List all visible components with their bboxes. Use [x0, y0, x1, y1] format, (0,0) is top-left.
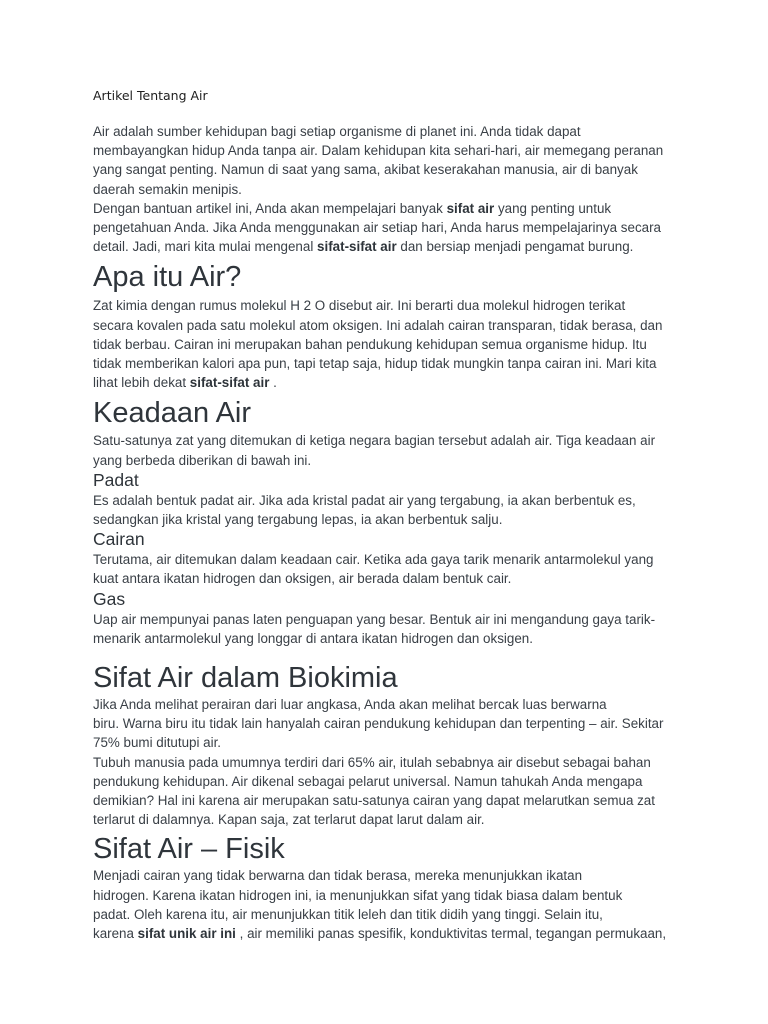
subheading-cairan: Cairan — [93, 529, 145, 550]
text-line: padat. Oleh karena itu, air menunjukkan titik leleh dan titik didih yang tinggi. Selain itu, — [93, 906, 603, 922]
intro-paragraph-2 — [93, 199, 678, 257]
text-segment: dan bersiap menjadi pengamat burung. — [396, 239, 634, 255]
subheading-gas: Gas — [93, 588, 126, 609]
text-line: hidrogen. Karena ikatan hidrogen ini, ia menunjukkan sifat yang tidak biasa dalam bentuk — [93, 887, 623, 903]
text-segment: karena — [93, 926, 138, 942]
text-line — [93, 237, 678, 256]
fisik-paragraph — [93, 866, 678, 943]
text-line: secara kovalen pada satu molekul atom oksigen. Ini adalah cairan transparan, tidak berasa, dan — [93, 317, 663, 333]
text-line: kuat antara ikatan hidrogen dan oksigen, air berada dalam bentuk cair. — [93, 571, 512, 587]
text-line: Terutama, air ditemukan dalam keadaan cair. Ketika ada gaya tarik menarik antarmolekul yang — [93, 552, 654, 568]
text-line: menarik antarmolekul yang longgar di antara ikatan hidrogen dan oksigen. — [93, 630, 533, 646]
text-line: terlarut di dalamnya. Kapan saja, zat terlarut dapat larut dalam air. — [93, 812, 485, 828]
text-line: Tubuh manusia pada umumnya terdiri dari 65% air, itulah sebabnya air disebut sebagai bahan — [93, 754, 651, 770]
subheading-padat: Padat — [93, 469, 139, 490]
text-line: Uap air mempunyai panas laten penguapan yang besar. Bentuk air ini mengandung gaya tarik- — [93, 611, 656, 627]
text-segment: Dengan bantuan artikel ini, Anda akan mempelajari banyak — [93, 200, 447, 216]
text-line — [93, 924, 678, 943]
text-segment: , air memiliki panas spesifik, konduktivitas termal, tegangan permukaan, — [235, 926, 667, 942]
text-line: Menjadi cairan yang tidak berwarna dan tidak berasa, mereka menunjukkan ikatan — [93, 868, 583, 884]
text-line: 75% bumi ditutupi air. — [93, 735, 222, 751]
bold-term: sifat-sifat air — [189, 375, 270, 391]
biokimia-paragraph-1 — [93, 695, 678, 753]
text-line: Zat kimia dengan rumus molekul H 2 O disebut air. Ini berarti dua molekul hidrogen terikat — [93, 298, 626, 314]
text-line: tidak berbau. Cairan ini merupakan bahan pendukung kehidupan semua organisme hidup. Itu — [93, 336, 647, 352]
cairan-paragraph — [93, 550, 678, 588]
document-page — [93, 86, 678, 943]
text-line: sedangkan jika kristal yang tergabung lepas, ia akan berbentuk salju. — [93, 512, 503, 528]
section-heading-keadaan-air: Keadaan Air — [93, 397, 252, 430]
gas-paragraph — [93, 610, 678, 648]
text-line: Jika Anda melihat perairan dari luar angkasa, Anda akan melihat bercak luas berwarna — [93, 697, 607, 713]
bold-term: sifat-sifat air — [317, 239, 397, 255]
section-heading-apa-itu-air: Apa itu Air? — [93, 261, 242, 294]
biokimia-paragraph-2 — [93, 753, 678, 830]
text-line: yang berbeda diberikan di bawah ini. — [93, 452, 312, 468]
keadaan-air-paragraph — [93, 431, 678, 469]
text-line: demikian? Hal ini karena air merupakan satu-satunya cairan yang dapat melarutkan semua zat — [93, 793, 655, 809]
apa-itu-air-paragraph — [93, 296, 678, 392]
bold-term: sifat air — [446, 200, 495, 216]
intro-paragraph-1 — [93, 122, 678, 199]
text-line: membayangkan hidup Anda tanpa air. Dalam kehidupan kita sehari-hari, air memegang peranan — [93, 143, 664, 159]
text-segment: lihat lebih dekat — [93, 375, 190, 391]
text-line: pendukung kehidupan. Air dikenal sebagai pelarut universal. Namun tahukah Anda mengapa — [93, 773, 643, 789]
text-line: Air adalah sumber kehidupan bagi setiap organisme di planet ini. Anda tidak dapat — [93, 124, 581, 139]
text-segment: . — [269, 375, 277, 391]
text-line: Satu-satunya zat yang ditemukan di ketiga negara bagian tersebut adalah air. Tiga keadaan air — [93, 433, 656, 449]
text-segment: yang penting untuk — [494, 200, 612, 216]
text-line: tidak memberikan kalori apa pun, tapi tetap saja, hidup tidak mungkin tanpa cairan ini. Mari kita — [93, 356, 657, 372]
text-line — [93, 199, 678, 218]
text-line — [93, 373, 678, 392]
section-heading-fisik: Sifat Air – Fisik — [93, 833, 285, 866]
document-title: Artikel Tentang Air — [93, 88, 208, 103]
bold-term: sifat unik air ini — [137, 926, 236, 942]
text-line: biru. Warna biru itu tidak lain hanyalah cairan pendukung kehidupan dan terpenting – air. Sekitar — [93, 716, 664, 732]
text-line: pengetahuan Anda. Jika Anda menggunakan air setiap hari, Anda harus mempelajarinya secara — [93, 220, 661, 236]
text-line: Es adalah bentuk padat air. Jika ada kristal padat air yang tergabung, ia akan berbentuk es, — [93, 492, 636, 508]
section-heading-biokimia: Sifat Air dalam Biokimia — [93, 662, 398, 695]
text-segment: detail. Jadi, mari kita mulai mengenal — [93, 239, 318, 255]
padat-paragraph — [93, 491, 678, 529]
text-line: yang sangat penting. Namun di saat yang sama, akibat keserakahan manusia, air di banyak — [93, 162, 638, 178]
text-line: daerah semakin menipis. — [93, 181, 242, 197]
